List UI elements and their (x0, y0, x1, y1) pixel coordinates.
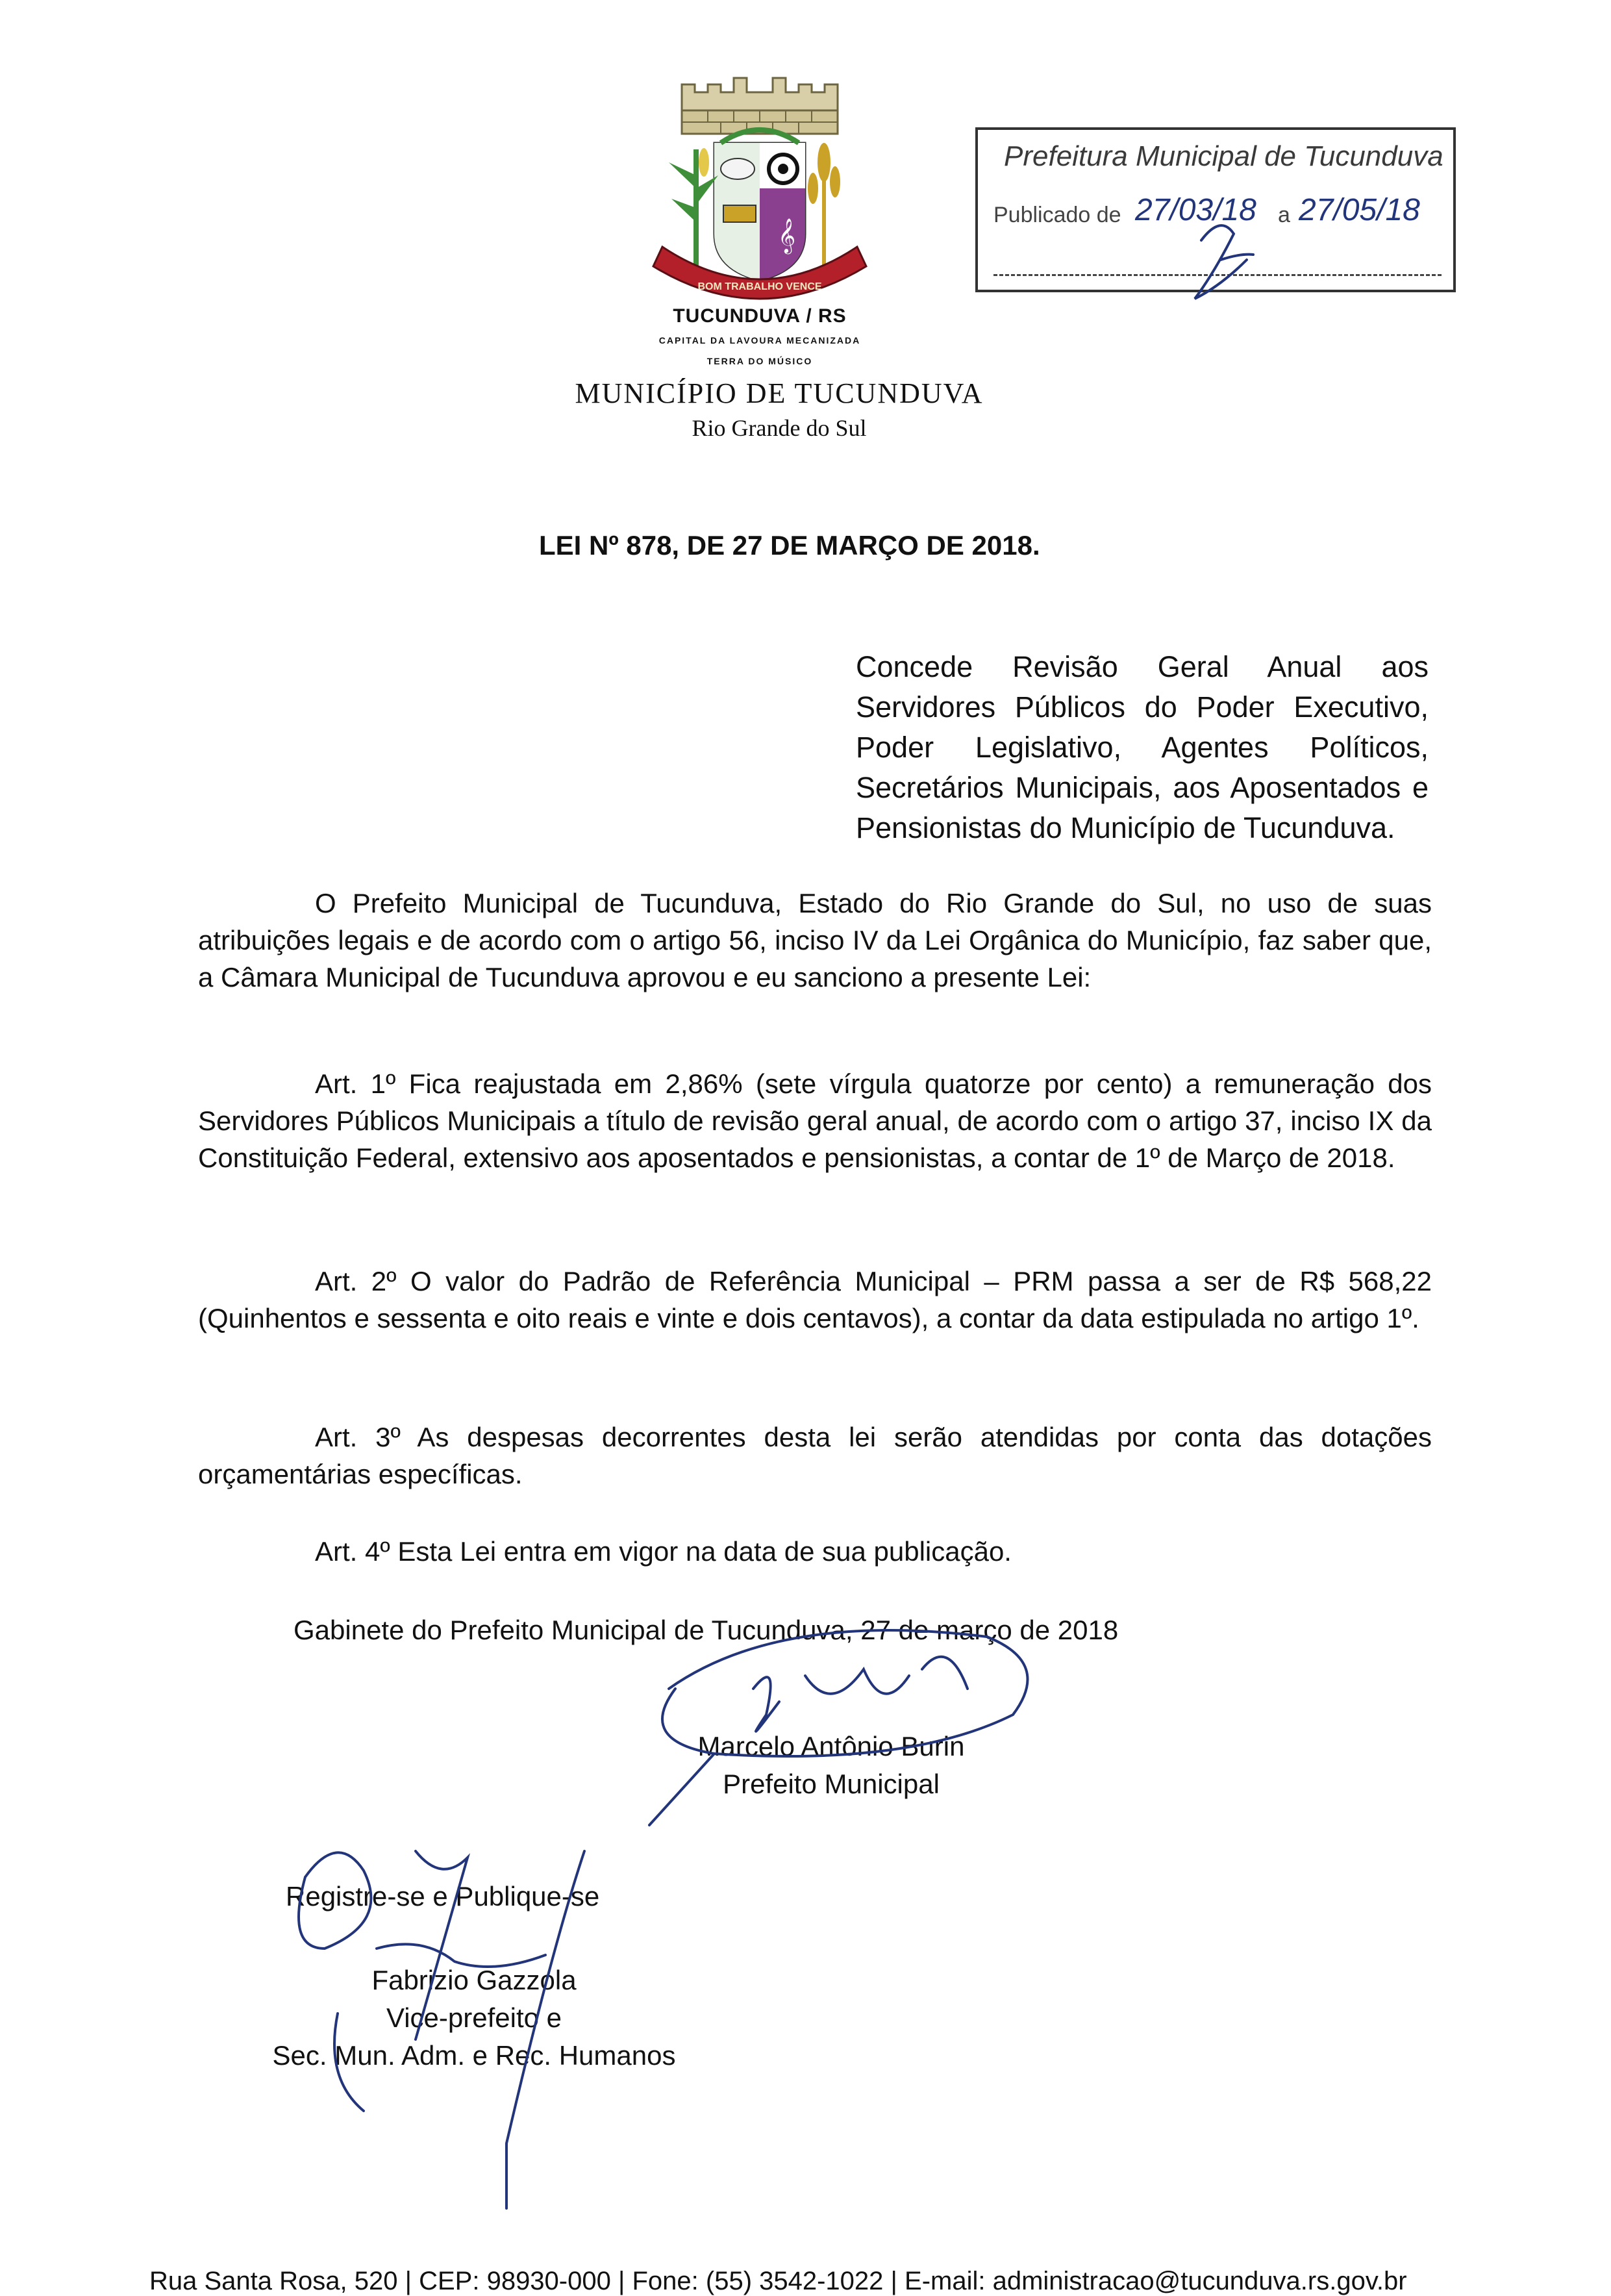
stamp-connector: a (1278, 203, 1290, 227)
law-ementa: Concede Revisão Geral Anual aos Servidores Públicos do Poder Executivo, Poder Legislativo, Agentes Políticos, Secretários Municipais, aos Aposentados e Pensionistas do Município de Tucunduva. (856, 650, 1429, 844)
stamp-published-label: Publicado de (993, 203, 1121, 227)
municipal-crest-logo (643, 71, 877, 318)
vice-name: Fabrizio Gazzola (371, 1965, 577, 1995)
stamp-title: Prefeitura Municipal de Tucunduva (1004, 140, 1443, 172)
svg-text:BOM TRABALHO VENCE: BOM TRABALHO VENCE (697, 281, 822, 292)
article-3: Art. 3º As despesas decorrentes desta lei serão atendidas por conta das dotações orçamentárias específicas. (198, 1422, 1432, 1489)
vice-signature-block (195, 1962, 753, 2075)
mayor-name: Marcelo Antônio Burin (697, 1731, 965, 1761)
mayor-title: Prefeito Municipal (723, 1769, 940, 1799)
registry-note: Registre-se e Publique-se (286, 1881, 600, 1911)
corn-plant-icon (669, 148, 718, 273)
city-label: TUCUNDUVA / RS (673, 305, 847, 327)
vice-title: Vice-prefeito e (386, 2002, 562, 2033)
article-2: Art. 2º O valor do Padrão de Referência Municipal – PRM passa a ser de R$ 568,22 (Quinhentos e sessenta e oito reais e vinte e dois centavos), a contar da data estipulada no artigo 1º. (198, 1266, 1432, 1333)
stamp-date-to: 27/05/18 (1299, 193, 1420, 227)
vice-office: Sec. Mun. Adm. e Rec. Humanos (272, 2040, 676, 2071)
stamp-signature-line (993, 274, 1442, 276)
svg-text:𝄞: 𝄞 (778, 218, 796, 253)
mural-crown-icon (682, 78, 838, 134)
closing-line: Gabinete do Prefeito Municipal de Tucunduva, 27 de março de 2018 (293, 1615, 1119, 1645)
law-preamble: O Prefeito Municipal de Tucunduva, Estado do Rio Grande do Sul, no uso de suas atribuições legais e de acordo com o artigo 56, inciso IV da Lei Orgânica do Município, faz saber que, a Câmara Municipal de Tucunduva aprovou e eu sanciono a presente Lei: (198, 888, 1432, 992)
municipality-heading: MUNICÍPIO DE TUCUNDUVA (575, 377, 984, 409)
wheat-icon (808, 143, 840, 273)
mayor-signature-block (649, 1728, 1013, 1803)
city-tagline-2: TERRA DO MÚSICO (706, 356, 813, 366)
law-title: LEI Nº 878, DE 27 DE MARÇO DE 2018. (539, 530, 1040, 561)
stamp-date-from: 27/03/18 (1135, 193, 1256, 227)
article-4: Art. 4º Esta Lei entra em vigor na data de sua publicação. (315, 1536, 1012, 1567)
shield-icon (714, 143, 805, 281)
state-subheading: Rio Grande do Sul (692, 415, 867, 441)
city-tagline-1: CAPITAL DA LAVOURA MECANIZADA (658, 335, 861, 346)
publication-stamp (975, 127, 1456, 292)
footer-contact: Rua Santa Rosa, 520 | CEP: 98930-000 | Fone: (55) 3542-1022 | E-mail: administracao@tucunduva.rs.gov.br (149, 2267, 1407, 2295)
article-1: Art. 1º Fica reajustada em 2,86% (sete vírgula quatorze por cento) a remuneração dos Servidores Públicos Municipais a título de revisão geral anual, de acordo com o artigo 37, inciso IX da Constituição Federal, extensivo aos aposentados e pensionistas, a contar de 1º de Março de 2018. (198, 1068, 1432, 1173)
